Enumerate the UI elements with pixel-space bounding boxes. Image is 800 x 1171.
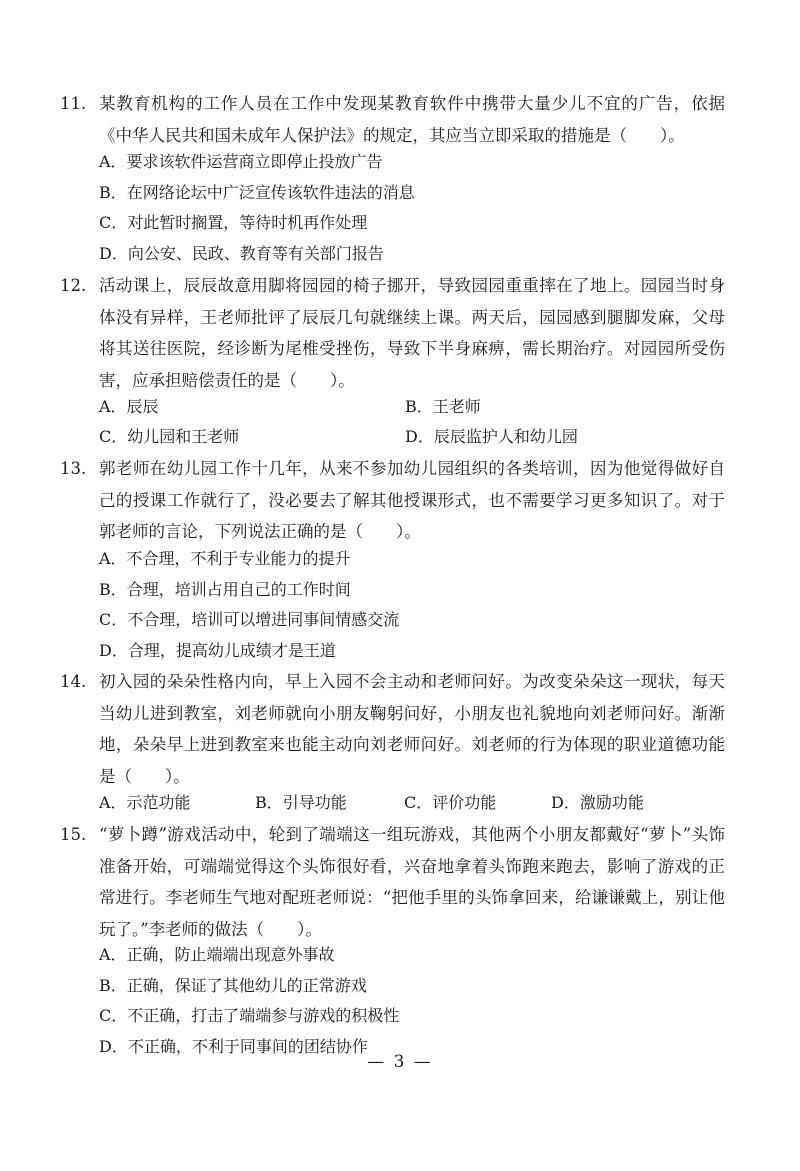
question-text: 活动课上，辰辰故意用脚将园园的椅子挪开，导致园园重重摔在了地上。园园当时身体没有异样，王老师批评了辰辰几句就继续上课。两天后，园园感到腿脚发麻，父母将其送往医院，经诊断为尾椎受挫伤，导致下半身麻痹，需长期治疗。对园园所受伤害，应承担赔偿责任的是（ ）。 [99, 276, 725, 390]
question-13 [60, 453, 725, 548]
option-a: A．不合理，不利于专业能力的提升 [99, 549, 351, 568]
question-12 [60, 270, 725, 396]
option-a: A．辰辰 [99, 397, 159, 416]
question-stem [60, 270, 725, 396]
option-c: C．不合理，培训可以增进同事间情感交流 [99, 610, 400, 629]
question-number: 13. [60, 459, 87, 478]
option-a: A．示范功能 [99, 793, 191, 812]
option-d: D．辰辰监护人和幼儿园 [405, 427, 578, 446]
option-d: D．合理，提高幼儿成绩才是王道 [99, 641, 336, 660]
question-number: 11. [60, 94, 87, 113]
option-d: D．不正确，不利于同事间的团结协作 [99, 1037, 368, 1056]
page-number: — 3 — [367, 1052, 433, 1072]
question-14 [60, 666, 725, 792]
question-stem [60, 453, 725, 548]
question-15 [60, 819, 725, 945]
question-number: 12. [60, 276, 87, 295]
option-a: A．要求该软件运营商立即停止投放广告 [99, 152, 383, 171]
question-stem [60, 88, 725, 151]
question-number: 14. [60, 672, 87, 691]
option-b: B．引导功能 [255, 793, 347, 812]
question-text: “萝卜蹲”游戏活动中，轮到了端端这一组玩游戏，其他两个小朋友都戴好“萝卜”头饰准备开始，可端端觉得这个头饰很好看，兴奋地拿着头饰跑来跑去，影响了游戏的正常进行。李老师生气地对配班老师说：“把他手里的头饰拿回来，给谦谦戴上，别让他玩了。”李老师的做法（ ）。 [99, 825, 725, 939]
option-d: D．向公安、民政、教育等有关部门报告 [99, 244, 384, 263]
question-stem [60, 666, 725, 792]
question-number: 15. [60, 825, 87, 844]
option-b: B．合理，培训占用自己的工作时间 [99, 580, 351, 599]
question-11 [60, 88, 725, 151]
question-text: 某教育机构的工作人员在工作中发现某教育软件中携带大量少儿不宜的广告，依据《中华人民共和国未成年人保护法》的规定，其应当立即采取的措施是（ ）。 [99, 94, 725, 145]
option-d: D．激励功能 [551, 793, 644, 812]
option-b: B．在网络论坛中广泛宣传该软件违法的消息 [99, 183, 415, 202]
option-a: A．正确，防止端端出现意外事故 [99, 945, 335, 964]
option-b: B．王老师 [405, 397, 481, 416]
question-stem [60, 819, 725, 945]
option-c: C．不正确，打击了端端参与游戏的积极性 [99, 1006, 400, 1025]
question-text: 初入园的朵朵性格内向，早上入园不会主动和老师问好。为改变朵朵这一现状，每天当幼儿进到教室，刘老师就向小朋友鞠躬问好，小朋友也礼貌地向刘老师问好。渐渐地，朵朵早上进到教室来也能主动向刘老师问好。刘老师的行为体现的职业道德功能是（ ）。 [99, 672, 725, 786]
option-c: C．对此暂时搁置，等待时机再作处理 [99, 213, 368, 232]
option-b: B．正确，保证了其他幼儿的正常游戏 [99, 976, 367, 995]
question-text: 郭老师在幼儿园工作十几年，从来不参加幼儿园组织的各类培训，因为他觉得做好自己的授课工作就行了，没必要去了解其他授课形式，也不需要学习更多知识了。对于郭老师的言论，下列说法正确的是（ ）。 [99, 459, 725, 541]
option-c: C．评价功能 [404, 793, 497, 812]
option-c: C．幼儿园和王老师 [99, 427, 240, 446]
